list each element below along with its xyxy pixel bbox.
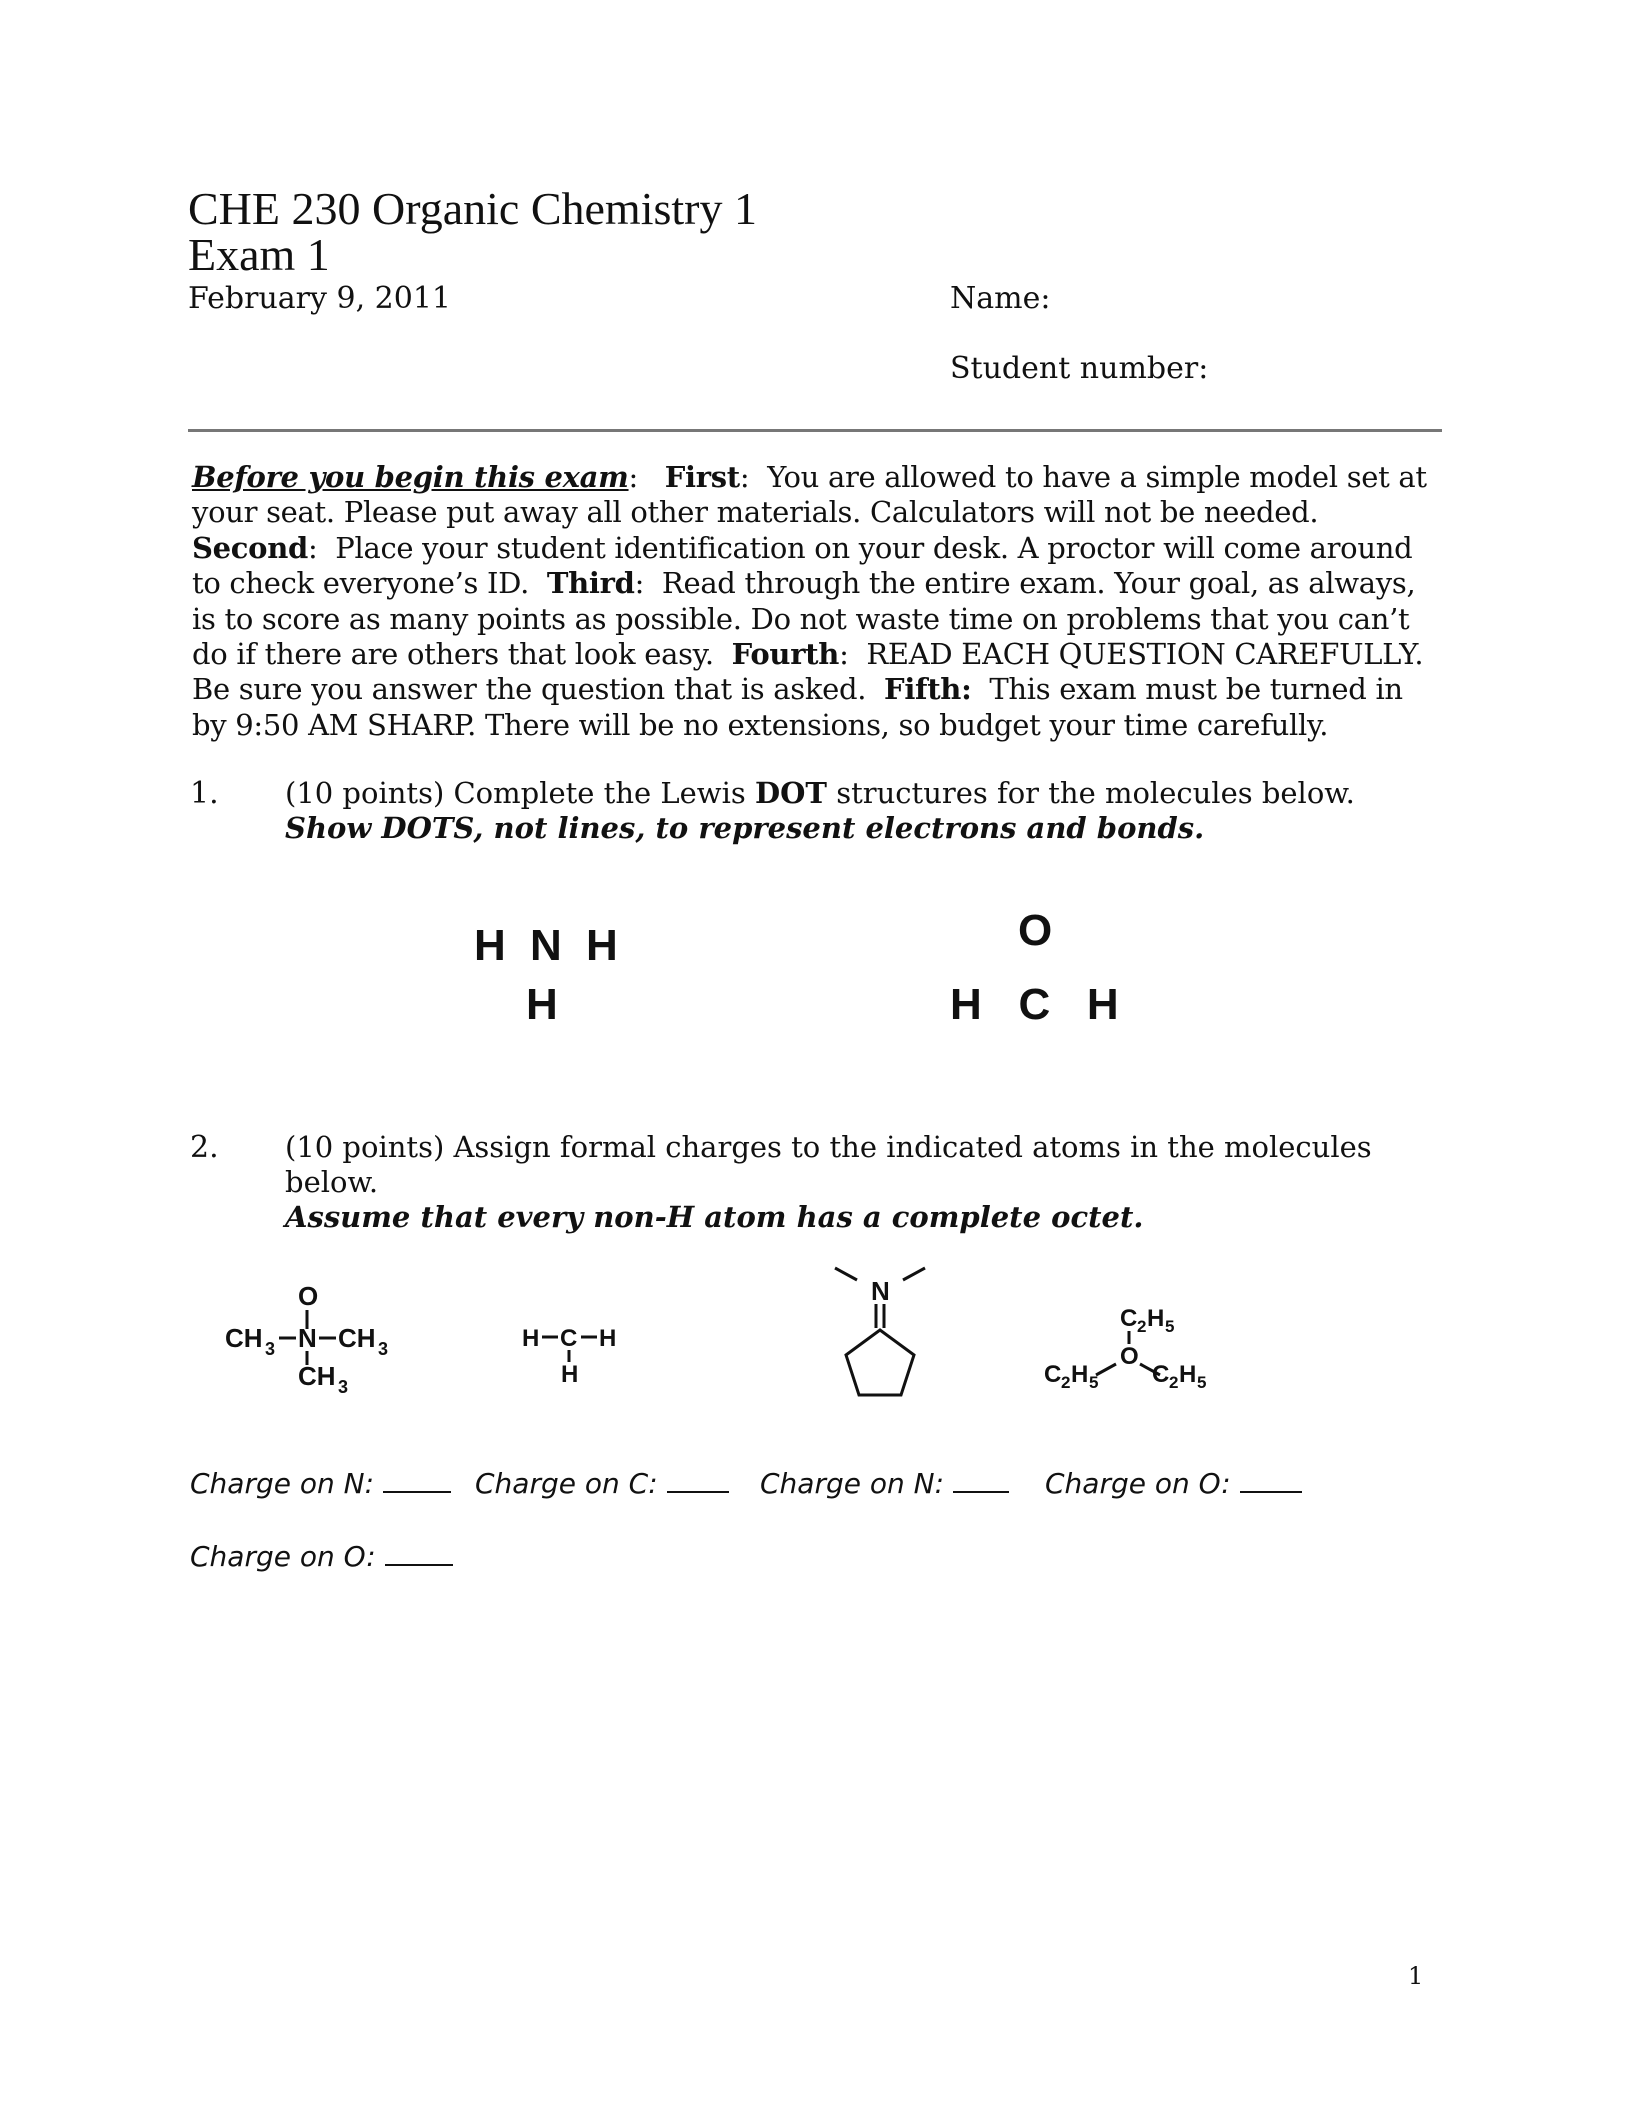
q1-text [285, 776, 1435, 846]
second-text: Place your student identification on your desk. A proctor will come around to check everyone’s ID. [192, 530, 1413, 601]
charge-o2-blank[interactable] [385, 1538, 453, 1566]
q1-text-emph: Show DOTS, not lines, to represent electrons and bonds. [285, 811, 1205, 845]
amine-oxide-structure [210, 1265, 410, 1395]
svg-text:2: 2 [1137, 1317, 1147, 1336]
header-divider [188, 429, 1442, 432]
nh3-top-row: H N H [474, 921, 624, 970]
svg-text:CH: CH [298, 1361, 336, 1391]
fifth-label: Fifth: [884, 672, 972, 707]
svg-text:CH: CH [225, 1323, 263, 1353]
svg-text:H: H [561, 1361, 579, 1388]
charge-o1-blank[interactable] [1240, 1465, 1302, 1493]
formaldehyde-bottom-row: H C H [950, 980, 1119, 1029]
q1-text-b: structures for the molecules below. [827, 776, 1355, 810]
charge-o1-field[interactable] [1045, 1465, 1302, 1500]
first-label: First [664, 460, 740, 494]
charge-o2-label: Charge on O: [190, 1540, 376, 1573]
charge-c-label: Charge on C: [475, 1467, 658, 1500]
svg-text:2: 2 [1169, 1373, 1179, 1392]
svg-text:H: H [1147, 1305, 1165, 1332]
svg-text:2: 2 [1061, 1373, 1071, 1392]
svg-text:N: N [871, 1276, 890, 1306]
svg-text:H: H [1071, 1361, 1089, 1388]
third-text: Read through the entire exam. Your goal, as always, is to score as many points as possible. Do not waste time on problems that you can’t do if there are others that look easy. [192, 566, 1416, 672]
q1-text-bold: DOT [755, 776, 827, 810]
charge-o2-field[interactable] [190, 1538, 453, 1573]
svg-text:3: 3 [378, 1339, 389, 1359]
svg-text:O: O [298, 1281, 319, 1311]
ch3-structure [520, 1320, 630, 1400]
course-title: CHE 230 Organic Chemistry 1 [188, 183, 757, 234]
first-text: You are allowed to have a simple model set at your seat. Please put away all other materials. Calculators will not be needed. [192, 460, 1427, 530]
q2-text-emph: Assume that every non-H atom has a complete octet. [285, 1200, 1144, 1234]
formaldehyde-top-row: O [1018, 906, 1053, 955]
page-number: 1 [1408, 1962, 1424, 1990]
q1-text-a: (10 points) Complete the Lewis [285, 776, 755, 810]
fourth-label: Fourth [731, 637, 840, 672]
svg-text:5: 5 [1197, 1373, 1207, 1392]
charge-n2-field[interactable] [760, 1465, 1009, 1500]
q2-text-main: (10 points) Assign formal charges to the indicated atoms in the molecules below. [285, 1130, 1372, 1199]
svg-text:C: C [1044, 1361, 1062, 1388]
nh3-bottom-row: H [526, 980, 558, 1029]
instructions-lead: Before you begin this exam [192, 460, 629, 494]
exam-title: Exam 1 [188, 229, 330, 280]
iminium-structure [825, 1260, 935, 1400]
svg-text:C: C [1120, 1305, 1138, 1332]
student-number-label: Student number: [950, 351, 1209, 386]
svg-text:O: O [1120, 1343, 1139, 1370]
charge-c-blank[interactable] [667, 1465, 729, 1493]
q1-number: 1. [190, 776, 219, 811]
fourth-text: READ EACH QUESTION CAREFULLY. Be sure you answer the question that is asked. [192, 637, 1424, 707]
q2-text [285, 1130, 1445, 1235]
q2-number: 2. [190, 1130, 219, 1165]
svg-text:5: 5 [1089, 1373, 1099, 1392]
svg-text:C: C [1152, 1361, 1170, 1388]
instructions-paragraph: Before you begin this exam: First: You are allowed to have a simple model set at your seat. Please put away all other materials. Calculators will not be needed. Second: Place your student identification on your desk. A proctor will come around to check everyone’s ID. Third: Read through the entire exam. Your goal, as always, is to score as many points as possible. Do not waste time on problems that you can’t do if there are others that look easy. Fourth: READ EACH QUESTION CAREFULLY. Be sure you answer the question that is asked. Fifth: This exam must be turned in by 9:50 AM SHARP. There will be no extensions, so budget your time carefully. [192, 460, 1427, 742]
charge-n2-label: Charge on N: [760, 1467, 945, 1500]
svg-text:H: H [522, 1325, 540, 1352]
exam-date: February 9, 2011 [188, 281, 452, 316]
charge-o1-label: Charge on O: [1045, 1467, 1231, 1500]
svg-text:H: H [599, 1325, 617, 1352]
third-label: Third [546, 566, 635, 601]
second-label: Second [192, 530, 308, 565]
name-label: Name: [950, 281, 1051, 316]
svg-text:H: H [1179, 1361, 1197, 1388]
svg-text:3: 3 [265, 1339, 276, 1359]
svg-text:3: 3 [338, 1377, 349, 1395]
svg-text:CH: CH [338, 1323, 376, 1353]
charge-n2-blank[interactable] [953, 1465, 1009, 1493]
svg-text:C: C [560, 1325, 578, 1352]
triethyloxonium-structure [1040, 1300, 1240, 1400]
svg-text:N: N [298, 1323, 317, 1353]
fifth-text: This exam must be turned in by 9:50 AM SHARP. There will be no extensions, so budget your time carefully. [192, 672, 1403, 742]
charge-n1-field[interactable] [190, 1465, 451, 1500]
charge-c-field[interactable] [475, 1465, 729, 1500]
charge-n1-blank[interactable] [383, 1465, 451, 1493]
charge-n1-label: Charge on N: [190, 1467, 375, 1500]
svg-text:5: 5 [1165, 1317, 1175, 1336]
